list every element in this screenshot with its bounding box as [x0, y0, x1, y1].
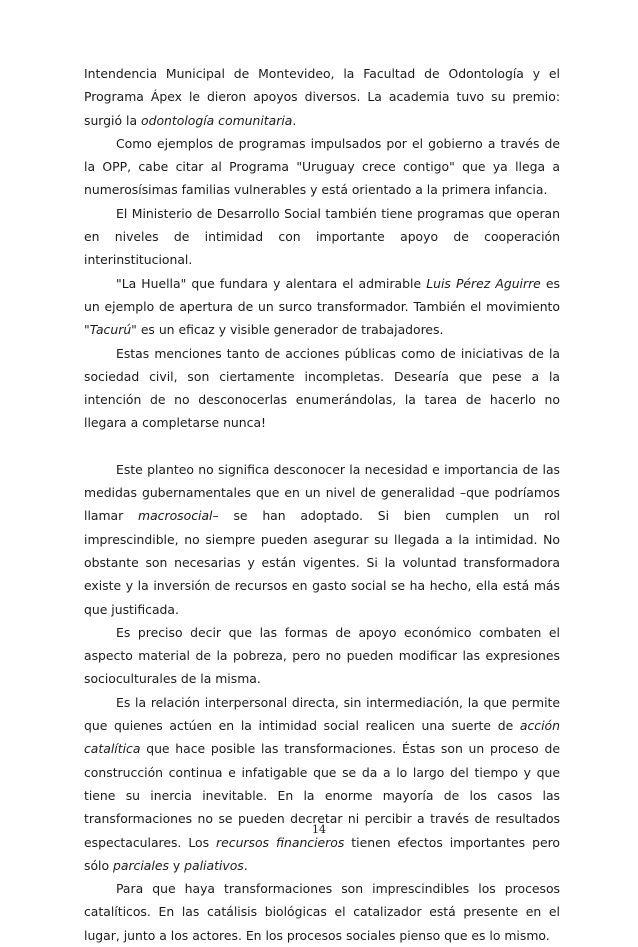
text-run: "La Huella" que fundara y alentara el admirable — [116, 275, 427, 291]
text-run: Intendencia Municipal de Montevideo, la Facultad de Odontología y el Programa Ápex le dieron apoyos diversos. La academia tuvo su premio: surgió la — [84, 66, 560, 128]
text-run: Es la relación interpersonal directa, sin intermediación, la que permite que quienes actúen en la intimidad social realicen una suerte de — [84, 694, 560, 734]
text-run: . — [243, 857, 248, 873]
italic-text: parciales — [113, 857, 169, 873]
text-run: . — [292, 112, 297, 128]
italic-text: recursos financieros — [216, 834, 345, 850]
paragraph — [84, 342, 560, 435]
paragraph — [84, 132, 560, 202]
paragraph-gap — [84, 435, 560, 458]
paragraph — [84, 272, 560, 342]
text-run: Estas menciones tanto de acciones públicas como de iniciativas de la sociedad civil, son ciertamente incompletas. Desearía que pese a la intención de no desconocerlas enumerándolas, la tarea de hacerlo no llegara a completarse nunca! — [84, 345, 560, 431]
italic-text: acción catalítica — [84, 718, 560, 757]
paragraph — [84, 877, 560, 947]
italic-text: "Tacurú" — [84, 322, 137, 338]
text-run: Como ejemplos de programas impulsados por el gobierno a través de la OPP, cabe citar al Programa "Uruguay crece contigo" que ya llega a numerosísimas familias vulnerables y está orientado a la primera infancia. — [84, 135, 560, 198]
text-run: Este planteo no significa desconocer la necesidad e importancia de las medidas gubernamentales que en un nivel de generalidad –que podríamos llamar — [84, 461, 560, 524]
italic-text: Luis Pérez Aguirre — [426, 275, 541, 291]
text-run: que hace posible las transformaciones. Éstas son un proceso de construcción continua e infatigable que se da a lo largo del tiempo y que tiene su inercia inevitable. En la enorme mayoría de los casos las transformaciones no se pueden decretar ni percibir a través de resultados espectaculares. Los — [84, 741, 560, 850]
text-run: tienen efectos importantes pero sólo — [84, 834, 560, 873]
text-run: Para que haya transformaciones son imprescindibles los procesos catalíticos. En las catálisis biológicas el catalizador está presente en el lugar, junto a los actores. En los procesos sociales pienso que es lo mismo. — [84, 881, 560, 943]
text-run: y — [168, 857, 185, 873]
italic-text: odontología comunitaria — [141, 112, 293, 128]
text-run: es un ejemplo de apertura de un surco transformador. También el movimiento — [84, 275, 560, 314]
paragraph — [84, 621, 560, 691]
text-run: es un eficaz y visible generador de trabajadores. — [136, 322, 444, 338]
text-run: Es preciso decir que las formas de apoyo económico combaten el aspecto material de la pobreza, pero no pueden modificar las expresiones socioculturales de la misma. — [84, 624, 560, 687]
paragraph — [84, 458, 560, 621]
text-run: – se han adoptado. Si bien cumplen un rol imprescindible, no siempre pueden asegurar su llegada a la intimidad. No obstante son necesarias y están vigentes. Si la voluntad transformadora existe y la inversión de recursos en gasto social se ha hecho, ella está más que justificada. — [84, 508, 560, 617]
page-number: 14 — [312, 823, 326, 836]
body-text — [84, 62, 560, 947]
italic-text: macrosocial — [138, 508, 213, 524]
paragraph — [84, 691, 560, 877]
text-run: El Ministerio de Desarrollo Social también tiene programas que operan en niveles de intimidad con importante apoyo de cooperación interinstitucional. — [84, 205, 560, 268]
paragraph — [84, 202, 560, 272]
italic-text: paliativos — [184, 857, 244, 873]
paragraph — [84, 62, 560, 132]
